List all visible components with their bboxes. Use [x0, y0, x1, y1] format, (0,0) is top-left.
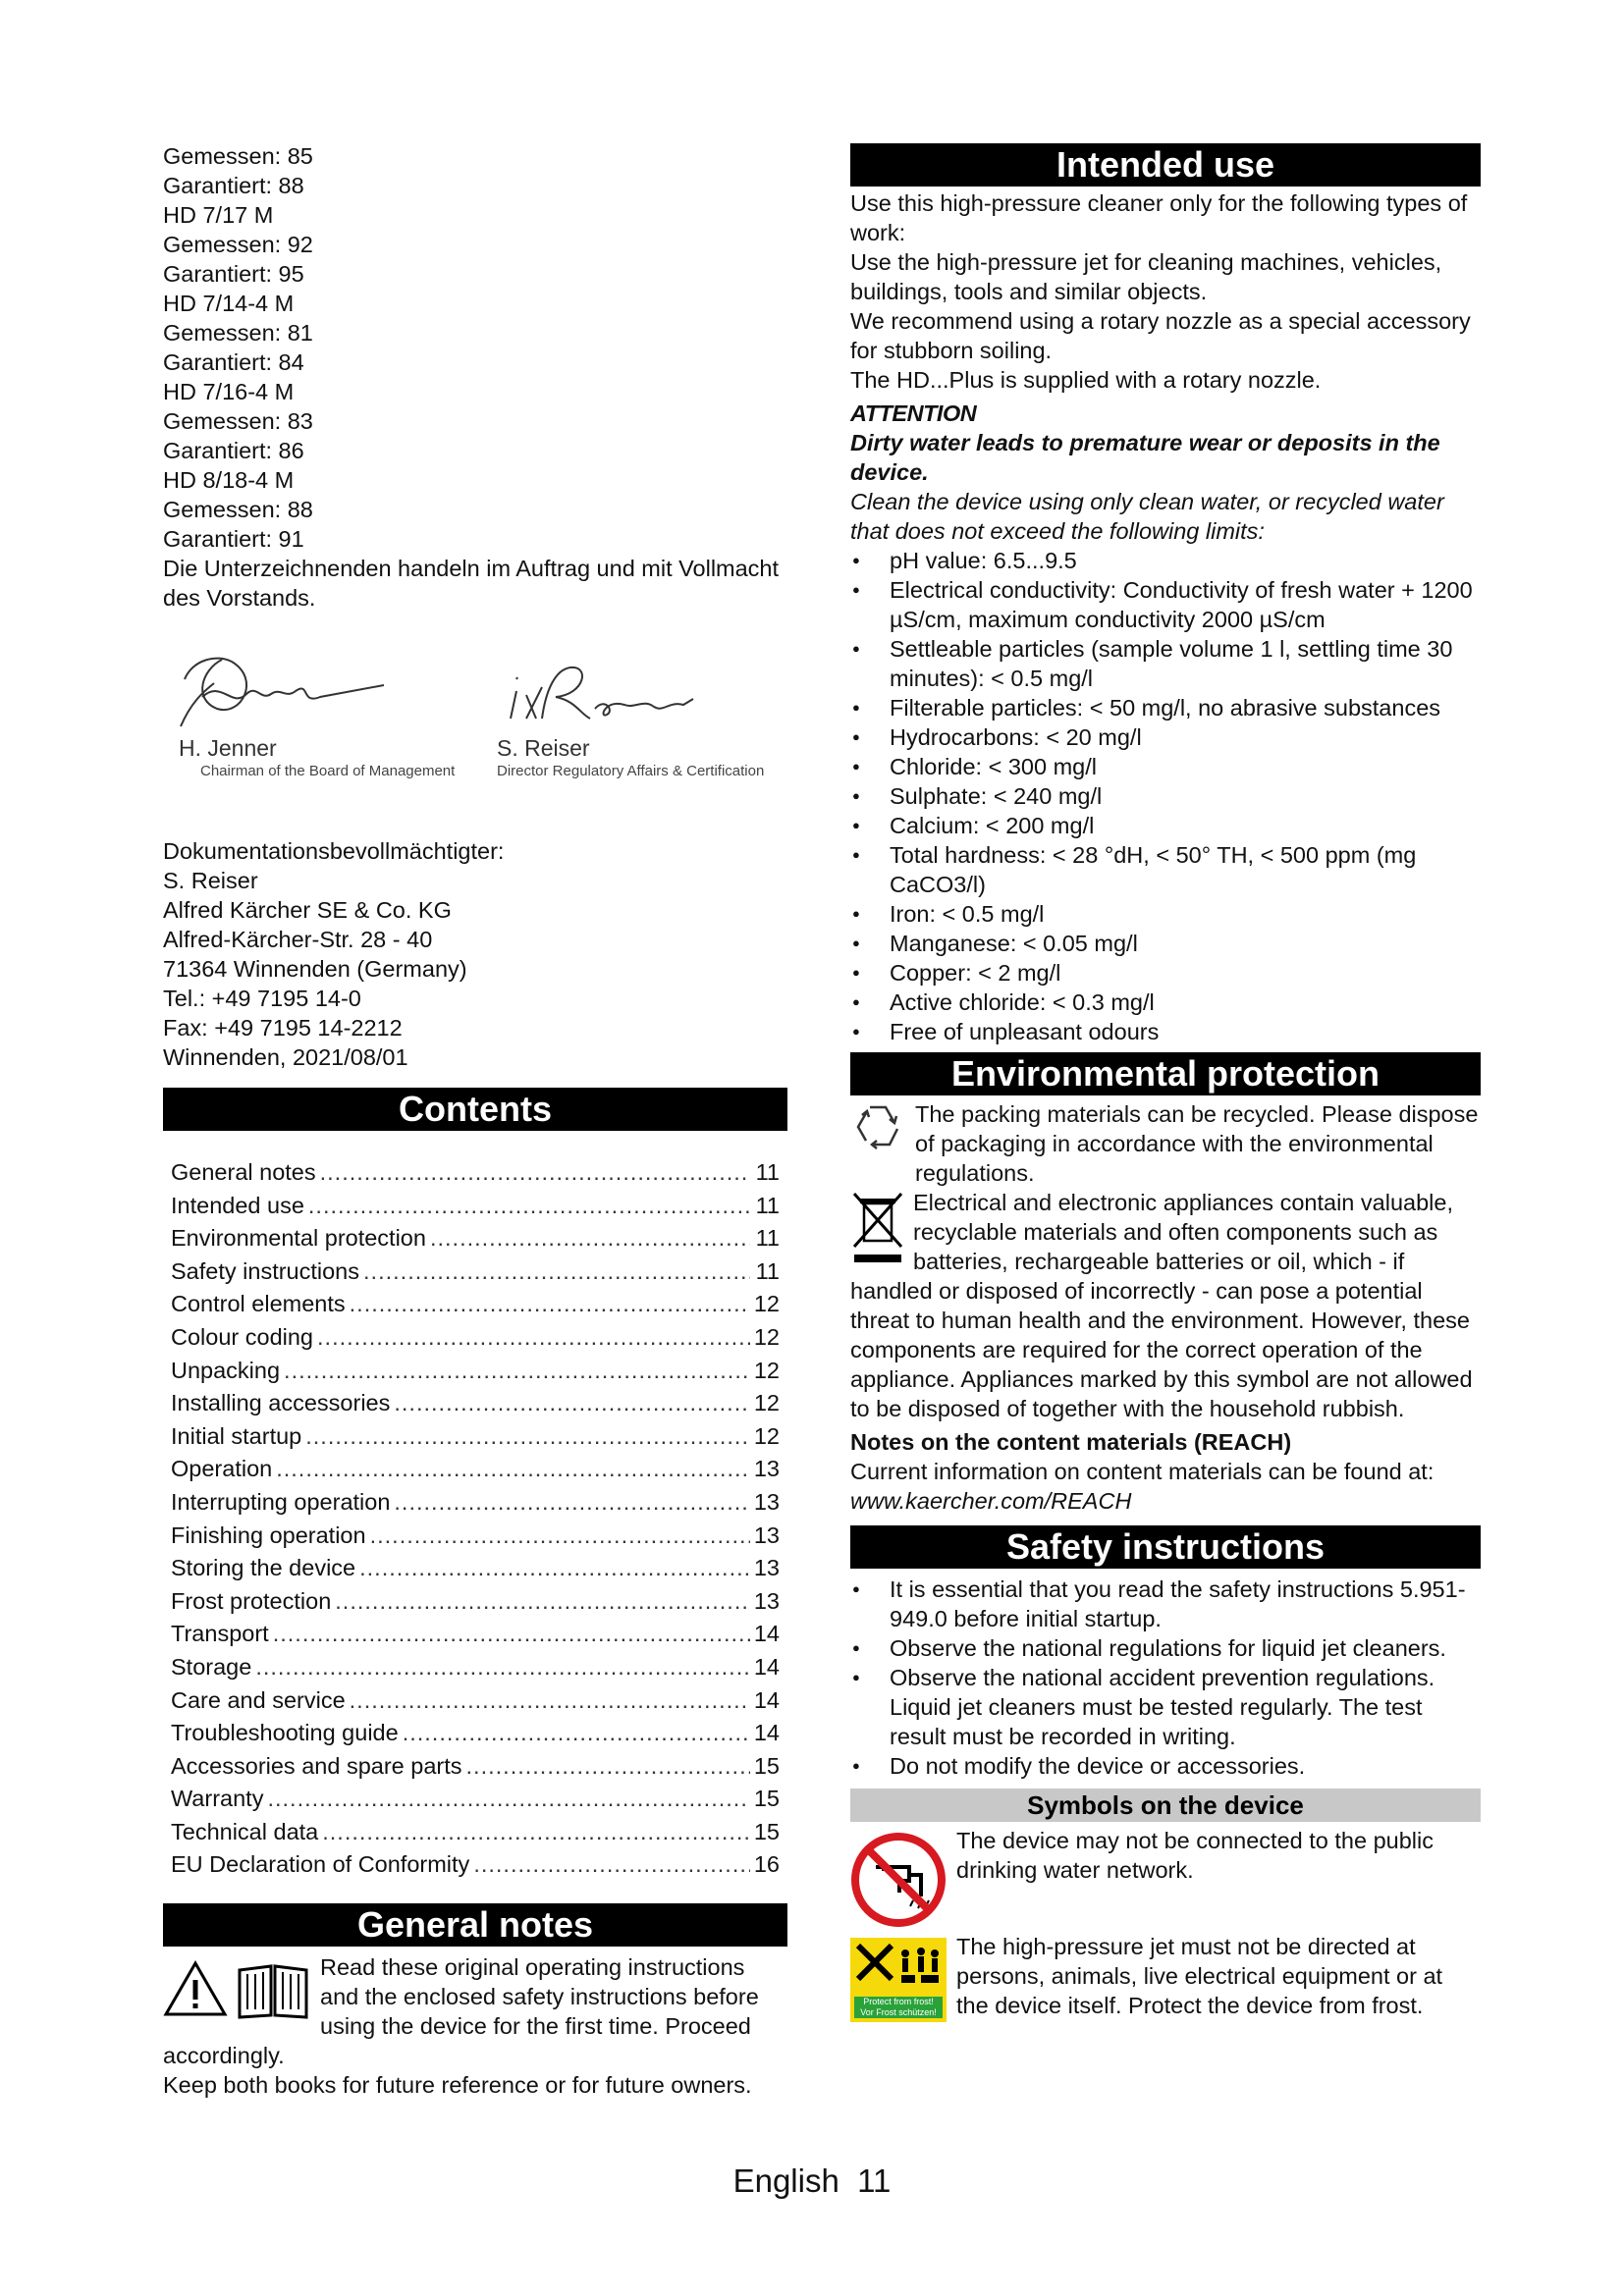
toc-entry[interactable]: [171, 1156, 780, 1190]
intended-use-text: Use this high-pressure cleaner only for the following types of work:: [850, 190, 1468, 245]
toc-entry[interactable]: [171, 1783, 780, 1816]
toc-page: 13: [753, 1456, 780, 1482]
frost-label-text: Protect from frost!: [863, 1997, 934, 2006]
toc-entry[interactable]: [171, 1520, 780, 1553]
measure-line: HD 7/17 M: [163, 202, 274, 228]
safety-list: [850, 1575, 1481, 1781]
contact-line: Fax: +49 7195 14-2212: [163, 1015, 403, 1041]
toc-entry[interactable]: [171, 1816, 780, 1849]
frost-label-text: Vor Frost schützen!: [860, 2007, 937, 2017]
toc-page: 14: [753, 1653, 780, 1680]
toc-entry[interactable]: [171, 1651, 780, 1684]
contact-block: [163, 836, 787, 1072]
measure-line: Garantiert: 84: [163, 349, 304, 375]
measurement-lines: [163, 141, 787, 554]
toc-entry[interactable]: [171, 1387, 780, 1420]
symbols-heading: Symbols on the device: [850, 1789, 1481, 1822]
table-of-contents: [163, 1156, 787, 1882]
toc-label: Troubleshooting guide: [171, 1720, 399, 1746]
general-notes-heading: General notes: [163, 1903, 787, 1947]
open-book-icon: [234, 1960, 312, 2021]
toc-label: Storage: [171, 1653, 252, 1680]
intended-use-text: We recommend using a rotary nozzle as a special accessory for stubborn soiling.: [850, 308, 1471, 363]
list-item: ● Total hardness: < 28 °dH, < 50° TH, < 500 ppm (mg CaCO3/l): [850, 840, 1481, 899]
toc-entry[interactable]: [171, 1321, 780, 1355]
intended-use-text: The HD...Plus is supplied with a rotary nozzle.: [850, 367, 1322, 393]
toc-label: Control elements: [171, 1291, 346, 1317]
toc-page: 11: [755, 1159, 780, 1185]
no-drinking-water-connection-icon: [850, 1832, 947, 1928]
symbol-text: The device may not be connected to the public drinking water network.: [956, 1828, 1434, 1883]
contact-line: Alfred-Kärcher-Str. 28 - 40: [163, 927, 433, 952]
toc-label: Accessories and spare parts: [171, 1752, 462, 1779]
toc-label: Storing the device: [171, 1555, 356, 1581]
toc-page: 11: [755, 1192, 780, 1218]
toc-page: 12: [753, 1390, 780, 1416]
toc-entry[interactable]: [171, 1190, 780, 1223]
frost-warning-label-icon: [850, 1938, 947, 2022]
toc-page: 14: [753, 1686, 780, 1713]
toc-page: 13: [753, 1555, 780, 1581]
list-item: ● Hydrocarbons: < 20 mg/l: [850, 722, 1481, 752]
measure-line: Gemessen: 83: [163, 408, 313, 434]
toc-label: Installing accessories: [171, 1390, 391, 1416]
toc-page: 13: [753, 1522, 780, 1548]
intended-use-body: [850, 188, 1481, 1046]
signature-reiser: [497, 640, 791, 781]
attention-instruction: Clean the device using only clean water, or recycled water that does not exceed the following limits:: [850, 489, 1444, 544]
reach-paragraph: [850, 1457, 1481, 1516]
signature-jenner: [163, 640, 458, 781]
list-item: ● Observe the national accident prevention regulations. Liquid jet cleaners must be tested regularly. The test result must be recorded in writing.: [850, 1663, 1481, 1751]
toc-label: Warranty: [171, 1786, 264, 1812]
contact-line: Alfred Kärcher SE & Co. KG: [163, 897, 452, 923]
recycle-text: The packing materials can be recycled. Please dispose of packaging in accordance with the environmental regulations.: [915, 1101, 1479, 1186]
recycle-icon: [850, 1099, 905, 1154]
crossed-bin-icon: [850, 1188, 905, 1266]
authorization-paragraph: Die Unterzeichnenden handeln im Auftrag und mit Vollmacht des Vorstands.: [163, 556, 780, 611]
measure-line: Gemessen: 88: [163, 497, 313, 522]
measure-line: Garantiert: 86: [163, 438, 304, 463]
contact-line: 71364 Winnenden (Germany): [163, 956, 467, 982]
symbols-body: [850, 1826, 1481, 2022]
toc-entry[interactable]: [171, 1355, 780, 1388]
contact-line: S. Reiser: [163, 868, 258, 893]
measure-line: Garantiert: 95: [163, 261, 304, 287]
toc-label: Finishing operation: [171, 1522, 366, 1548]
toc-entry[interactable]: [171, 1255, 780, 1289]
toc-page: 14: [753, 1621, 780, 1647]
signatory-title: Director Regulatory Affairs & Certification: [497, 763, 765, 779]
toc-label: Unpacking: [171, 1357, 281, 1383]
toc-label: Initial startup: [171, 1422, 302, 1449]
signatory-title: Chairman of the Board of Management: [200, 763, 456, 779]
toc-page: 13: [753, 1587, 780, 1614]
toc-page: 12: [753, 1357, 780, 1383]
toc-entry[interactable]: [171, 1848, 780, 1882]
handwritten-signature-icon: [163, 640, 418, 734]
left-column: [163, 141, 787, 2100]
measure-line: Gemessen: 85: [163, 143, 313, 169]
toc-entry[interactable]: [171, 1684, 780, 1718]
reach-heading: Notes on the content materials (REACH): [850, 1429, 1292, 1455]
reach-link[interactable]: www.kaercher.com/REACH: [850, 1488, 1132, 1514]
list-item: ● It is essential that you read the safety instructions 5.951-949.0 before initial startup.: [850, 1575, 1481, 1633]
list-item: ● Sulphate: < 240 mg/l: [850, 781, 1481, 811]
measure-line: Garantiert: 91: [163, 526, 304, 552]
reach-text: Current information on content materials can be found at:: [850, 1459, 1435, 1484]
measure-line: HD 7/16-4 M: [163, 379, 295, 404]
toc-entry[interactable]: [171, 1717, 780, 1750]
safety-heading: Safety instructions: [850, 1525, 1481, 1569]
toc-entry[interactable]: [171, 1420, 780, 1454]
toc-label: General notes: [171, 1159, 316, 1185]
attention-label: ATTENTION: [850, 400, 977, 426]
warning-triangle-icon: [163, 1960, 228, 2017]
measure-line: Garantiert: 88: [163, 173, 304, 198]
measure-line: Gemessen: 92: [163, 232, 313, 257]
general-notes-body: [163, 1952, 787, 2100]
toc-label: Care and service: [171, 1686, 346, 1713]
measure-line: Gemessen: 81: [163, 320, 313, 346]
toc-entry[interactable]: [171, 1222, 780, 1255]
handwritten-signature-icon: [497, 640, 752, 734]
toc-label: Environmental protection: [171, 1225, 426, 1252]
toc-label: Interrupting operation: [171, 1488, 391, 1515]
toc-page: 14: [753, 1720, 780, 1746]
toc-label: Safety instructions: [171, 1257, 360, 1284]
toc-page: 16: [753, 1851, 780, 1878]
toc-page: 13: [753, 1488, 780, 1515]
list-item: ● Free of unpleasant odours: [850, 1017, 1481, 1046]
intended-use-heading: Intended use: [850, 143, 1481, 187]
measure-line: HD 7/14-4 M: [163, 291, 295, 316]
signatory-name: S. Reiser: [497, 735, 590, 761]
toc-label: Transport: [171, 1621, 269, 1647]
environmental-heading: Environmental protection: [850, 1052, 1481, 1095]
list-item: ● Chloride: < 300 mg/l: [850, 752, 1481, 781]
toc-page: 15: [753, 1818, 780, 1844]
page-footer: English 11: [732, 2163, 892, 2199]
water-limits-list: [850, 546, 1481, 1046]
toc-page: 11: [755, 1225, 780, 1252]
toc-entry[interactable]: [171, 1486, 780, 1520]
toc-entry[interactable]: [171, 1750, 780, 1784]
signatory-name: H. Jenner: [179, 735, 277, 761]
symbol-text: The high-pressure jet must not be directed at persons, animals, live electrical equipment or at the device itself. Protect the device from frost.: [956, 1934, 1443, 2018]
list-item: ● Iron: < 0.5 mg/l: [850, 899, 1481, 929]
toc-page: 11: [755, 1257, 780, 1284]
general-notes-text: Keep both books for future reference or for future owners.: [163, 2072, 752, 2099]
contact-line: Dokumentationsbevollmächtigter:: [163, 838, 505, 864]
toc-label: Frost protection: [171, 1587, 332, 1614]
toc-label: Intended use: [171, 1192, 304, 1218]
signature-block: [163, 640, 787, 827]
list-item: ● Copper: < 2 mg/l: [850, 958, 1481, 988]
contents-heading: Contents: [163, 1088, 787, 1131]
toc-page: 12: [753, 1291, 780, 1317]
list-item: ● Filterable particles: < 50 mg/l, no abrasive substances: [850, 693, 1481, 722]
list-item: ● Manganese: < 0.05 mg/l: [850, 929, 1481, 958]
toc-label: Operation: [171, 1456, 273, 1482]
list-item: ● Calcium: < 200 mg/l: [850, 811, 1481, 840]
right-column: [850, 141, 1481, 2022]
toc-label: Colour coding: [171, 1323, 314, 1350]
attention-text: Dirty water leads to premature wear or deposits in the device.: [850, 430, 1440, 485]
environmental-body: [850, 1099, 1481, 1516]
measure-line: HD 8/18-4 M: [163, 467, 295, 493]
list-item: ● Active chloride: < 0.3 mg/l: [850, 988, 1481, 1017]
toc-page: 15: [753, 1786, 780, 1812]
toc-label: EU Declaration of Conformity: [171, 1851, 470, 1878]
toc-label: Technical data: [171, 1818, 319, 1844]
list-item: ● Observe the national regulations for liquid jet cleaners.: [850, 1633, 1481, 1663]
contact-line: Winnenden, 2021/08/01: [163, 1044, 408, 1070]
toc-entry[interactable]: [171, 1618, 780, 1651]
list-item: ● pH value: 6.5...9.5: [850, 546, 1481, 575]
toc-entry[interactable]: [171, 1585, 780, 1619]
toc-page: 15: [753, 1752, 780, 1779]
weee-text: Electrical and electronic appliances contain valuable, recyclable materials and often components such as batteries, rechargeable batteries or oil, which - if handled or disposed of incorrectly - can pose a potential threat to human health and the environment. However, these components are required for the correct operation of the appliance. Appliances marked by this symbol are not allowed to be disposed of together with the household rubbish.: [850, 1190, 1473, 1421]
list-item: ● Do not modify the device or accessories.: [850, 1751, 1481, 1781]
toc-entry[interactable]: [171, 1552, 780, 1585]
toc-entry[interactable]: [171, 1288, 780, 1321]
list-item: ● Settleable particles (sample volume 1 l, settling time 30 minutes): < 0.5 mg/l: [850, 634, 1481, 693]
toc-entry[interactable]: [171, 1453, 780, 1486]
general-notes-text: Read these original operating instructions and the enclosed safety instructions before using the device for the first time. Proceed accordingly.: [163, 1954, 759, 2069]
toc-page: 12: [753, 1323, 780, 1350]
list-item: ● Electrical conductivity: Conductivity of fresh water + 1200 µS/cm, maximum conductivity 2000 µS/cm: [850, 575, 1481, 634]
toc-page: 12: [753, 1422, 780, 1449]
contact-line: Tel.: +49 7195 14-0: [163, 986, 361, 1011]
intended-use-text: Use the high-pressure jet for cleaning machines, vehicles, buildings, tools and similar objects.: [850, 249, 1442, 304]
